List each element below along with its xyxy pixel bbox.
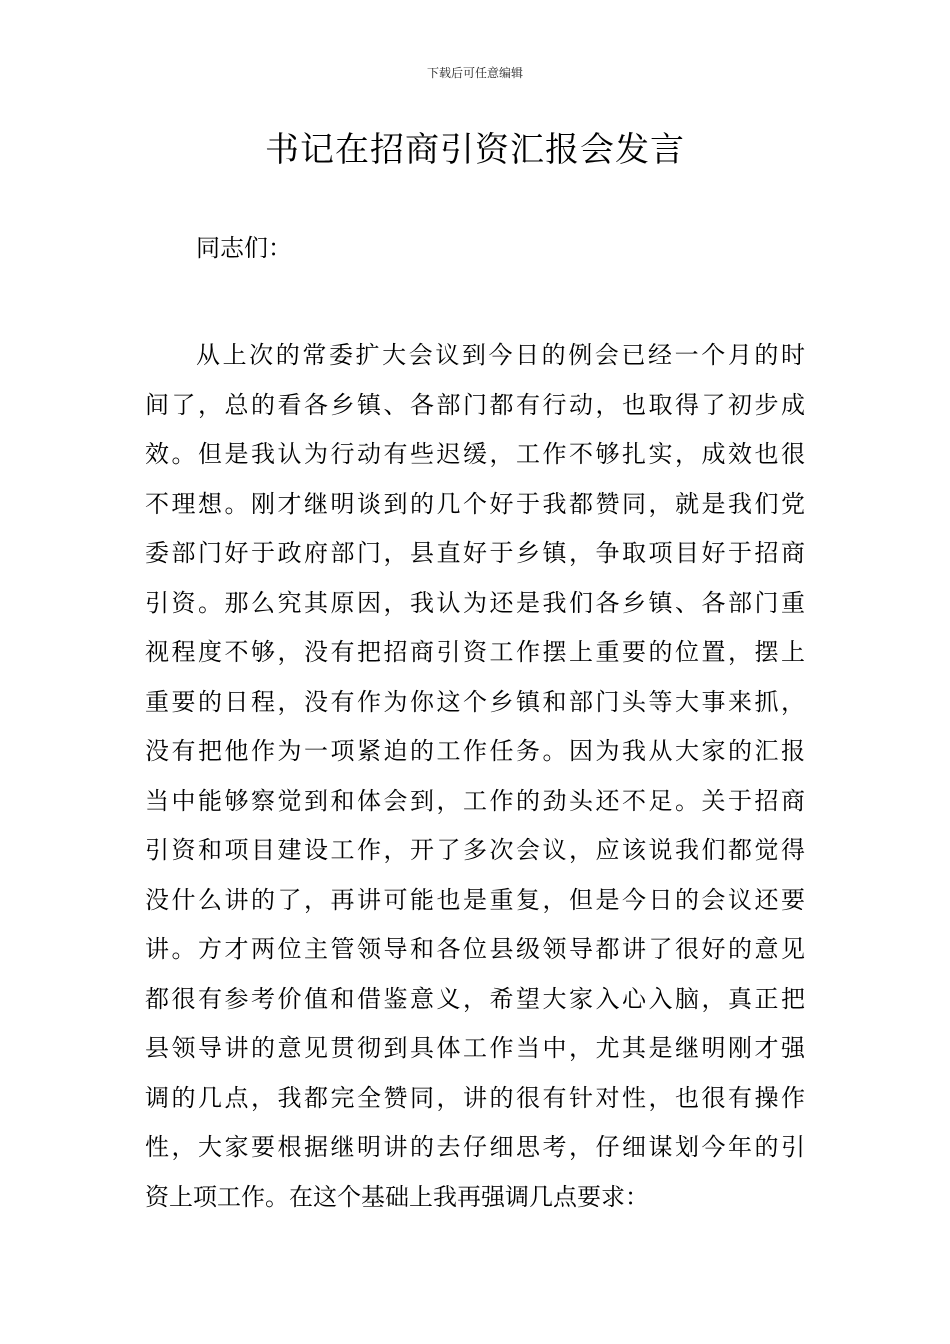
paragraph-line: 委部门好于政府部门，县直好于乡镇，争取项目好于招商: [145, 539, 805, 567]
paragraph-line: 不理想。刚才继明谈到的几个好于我都赞同，就是我们党: [145, 489, 805, 518]
paragraph-line: 当中能够察觉到和体会到，工作的劲头还不足。关于招商: [145, 786, 805, 815]
paragraph-line: 性，大家要根据继明讲的去仔细思考，仔细谋划今年的引: [145, 1133, 805, 1161]
salutation: 同志们：: [196, 234, 292, 262]
paragraph-line: 视程度不够，没有把招商引资工作摆上重要的位置，摆上: [145, 638, 805, 666]
paragraph-line: 从上次的常委扩大会议到今日的例会已经一个月的时: [196, 341, 805, 369]
paragraph-line: 没什么讲的了，再讲可能也是重复，但是今日的会议还要: [145, 885, 805, 914]
paragraph-line: 引资和项目建设工作，开了多次会议，应该说我们都觉得: [145, 836, 805, 864]
body-paragraph: [145, 331, 805, 1222]
paragraph-line: 没有把他作为一项紧迫的工作任务。因为我从大家的汇报: [145, 737, 805, 765]
paragraph-line: 讲。方才两位主管领导和各位县级领导都讲了很好的意见: [145, 935, 805, 963]
header-note: 下载后可任意编辑: [426, 66, 523, 80]
document-title: 书记在招商引资汇报会发言: [265, 130, 685, 170]
paragraph-line: 引资。那么究其原因，我认为还是我们各乡镇、各部门重: [145, 588, 805, 617]
paragraph-line: 间了，总的看各乡镇、各部门都有行动，也取得了初步成: [145, 390, 805, 419]
paragraph-line: 都很有参考价值和借鉴意义，希望大家入心入脑，真正把: [145, 984, 805, 1013]
paragraph-line: 重要的日程，没有作为你这个乡镇和部门头等大事来抓，: [145, 687, 805, 716]
paragraph-line: 资上项工作。在这个基础上我再强调几点要求：: [145, 1182, 649, 1211]
paragraph-line: 效。但是我认为行动有些迟缓，工作不够扎实，成效也很: [145, 440, 805, 468]
paragraph-line: 调的几点，我都完全赞同，讲的很有针对性，也很有操作: [145, 1083, 805, 1112]
paragraph-line: 县领导讲的意见贯彻到具体工作当中，尤其是继明刚才强: [145, 1034, 805, 1062]
